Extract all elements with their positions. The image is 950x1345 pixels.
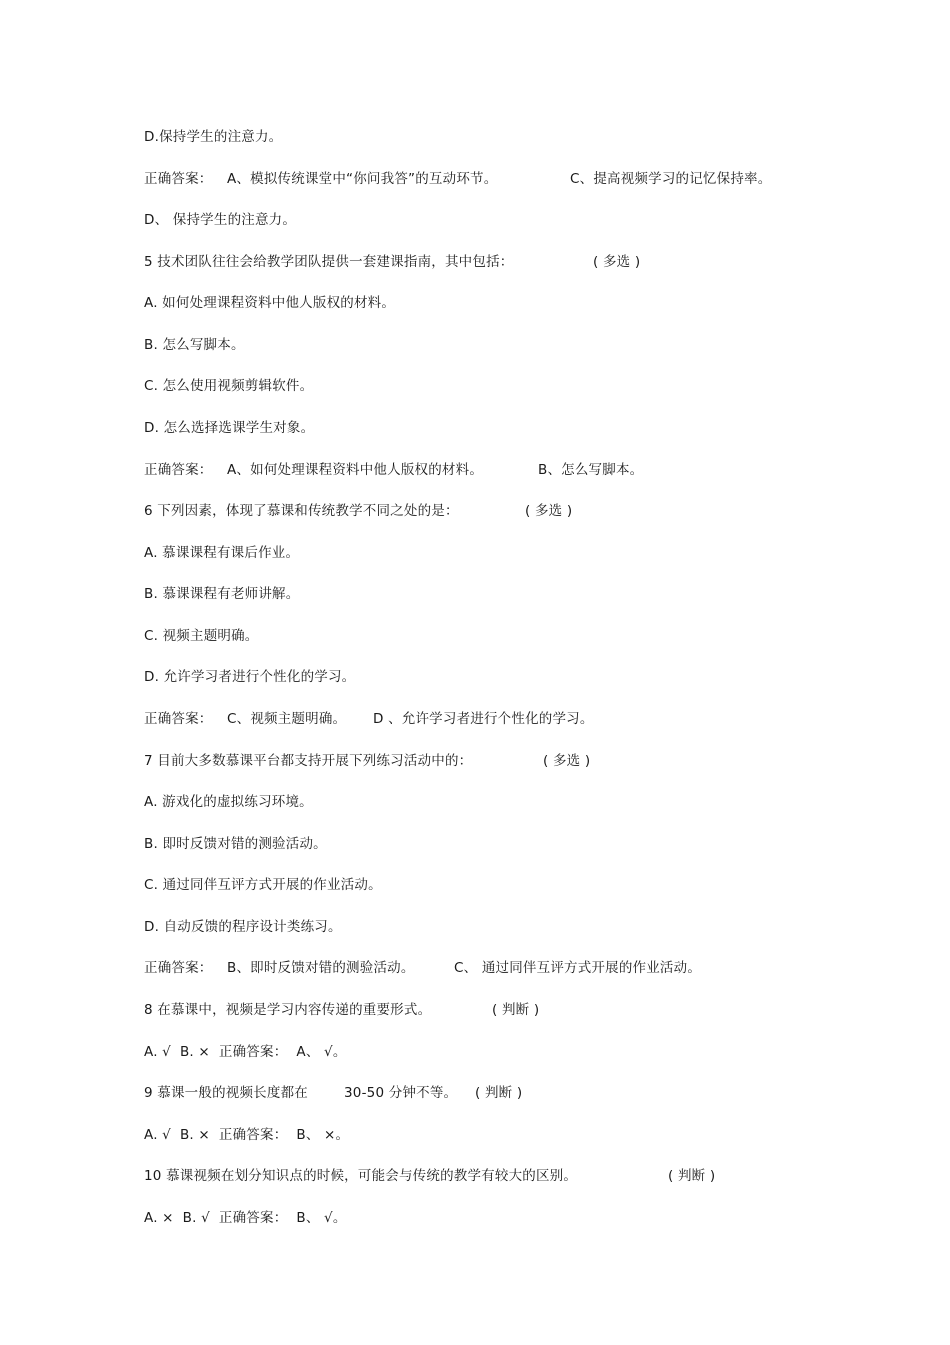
question-text: 10 慕课视频在划分知识点的时候，可能会与传统的教学有较大的区别。 <box>144 1168 578 1184</box>
answer-text: A、模拟传统课堂中“你问我答”的互动环节。 <box>227 171 498 187</box>
answer-label: 正确答案： <box>144 711 213 727</box>
option-text: D. 允许学习者进行个性化的学习。 <box>144 669 356 685</box>
option-text: A. 如何处理课程资料中他人版权的材料。 <box>144 295 396 311</box>
question-type: ( 多选 ) <box>525 503 573 519</box>
answer-line-q10 <box>144 1209 347 1263</box>
option-text: B. 即时反馈对错的测验活动。 <box>144 836 327 852</box>
option-text: C. 通过同伴互评方式开展的作业活动。 <box>144 877 382 893</box>
option-text: A. 游戏化的虚拟练习环境。 <box>144 794 313 810</box>
question-type: ( 判断 ) <box>668 1168 716 1184</box>
answer-text: C、提高视频学习的记忆保持率。 <box>570 171 772 187</box>
question-text: 30-50 分钟不等。 <box>344 1085 458 1101</box>
option-text: D. 怎么选择选课学生对象。 <box>144 420 315 436</box>
question-type: ( 判断 ) <box>475 1085 523 1101</box>
answer-text: C、视频主题明确。 <box>227 711 347 727</box>
option-text: C. 视频主题明确。 <box>144 628 259 644</box>
question-type: ( 多选 ) <box>543 753 591 769</box>
option-text: D.保持学生的注意力。 <box>144 129 283 145</box>
question-text: 8 在慕课中，视频是学习内容传递的重要形式。 <box>144 1002 432 1018</box>
option-text: C. 怎么使用视频剪辑软件。 <box>144 378 314 394</box>
answer-text: A. √ B. × 正确答案： B、 ×。 <box>144 1127 350 1143</box>
option-text: B. 慕课课程有老师讲解。 <box>144 586 300 602</box>
option-text: A. 慕课课程有课后作业。 <box>144 545 300 561</box>
answer-text: C、 通过同伴互评方式开展的作业活动。 <box>454 960 702 976</box>
question-text: 7 目前大多数慕课平台都支持开展下列练习活动中的： <box>144 753 473 769</box>
answer-text: A. √ B. × 正确答案： A、 √。 <box>144 1044 347 1060</box>
answer-text: A、如何处理课程资料中他人版权的材料。 <box>227 462 484 478</box>
answer-label: 正确答案： <box>144 960 213 976</box>
answer-label: 正确答案： <box>144 171 213 187</box>
answer-text: A. × B. √ 正确答案： B、 √。 <box>144 1210 347 1226</box>
option-text: D. 自动反馈的程序设计类练习。 <box>144 919 342 935</box>
answer-text: D、 保持学生的注意力。 <box>144 212 297 228</box>
question-text: 5 技术团队往往会给教学团队提供一套建课指南，其中包括： <box>144 254 514 270</box>
question-type: ( 判断 ) <box>492 1002 540 1018</box>
question-text: 6 下列因素，体现了慕课和传统教学不同之处的是： <box>144 503 459 519</box>
question-type: ( 多选 ) <box>593 254 641 270</box>
answer-label: 正确答案： <box>144 462 213 478</box>
answer-text: D 、允许学习者进行个性化的学习。 <box>373 711 594 727</box>
answer-text: B、怎么写脚本。 <box>538 462 644 478</box>
question-text: 9 慕课一般的视频长度都在 <box>144 1085 308 1101</box>
answer-text: B、即时反馈对错的测验活动。 <box>227 960 415 976</box>
option-text: B. 怎么写脚本。 <box>144 337 245 353</box>
